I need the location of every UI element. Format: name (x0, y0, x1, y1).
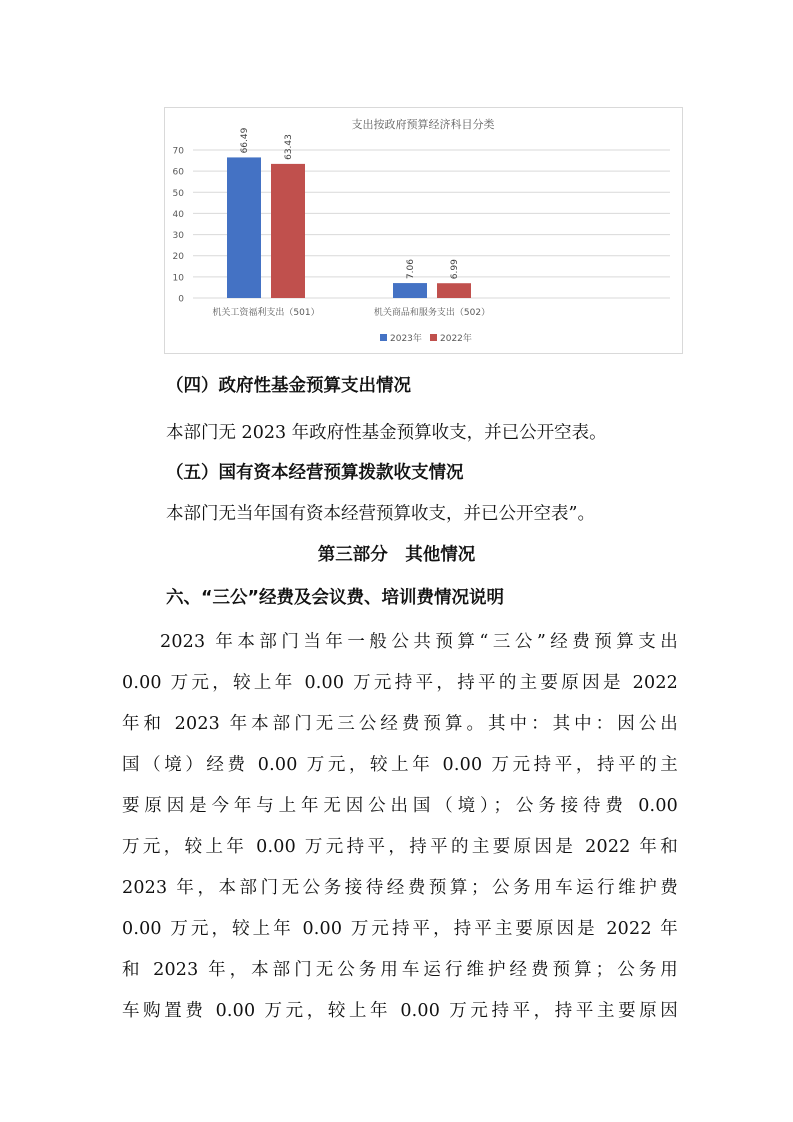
body-line: 2023 年本部门当年一般公共预算“三公”经费预算支出 (160, 632, 678, 652)
bar (271, 164, 305, 298)
y-tick-label: 30 (172, 231, 184, 242)
chart-title: 支出按政府预算经济科目分类 (351, 118, 495, 131)
y-tick-label: 0 (178, 294, 184, 305)
bar-chart-svg (165, 108, 682, 353)
body-line: 0.00 万元，较上年 0.00 万元持平，持平的主要原因是 2022 (122, 673, 678, 693)
bar (393, 283, 427, 298)
data-label: 66.49 (240, 127, 250, 154)
y-tick-label: 40 (172, 209, 184, 220)
body-line: 和 2023 年，本部门无公务用车运行维护经费预算；公务用 (122, 960, 678, 980)
data-label: 6.99 (450, 259, 460, 280)
legend-label: 2022年 (440, 334, 472, 344)
y-tick-label: 50 (172, 188, 184, 199)
legend-swatch (430, 334, 437, 341)
x-category-label: 机关商品和服务支出（502） (373, 308, 491, 318)
data-label: 63.43 (284, 134, 294, 160)
legend-swatch (380, 334, 387, 341)
data-label: 7.06 (406, 259, 416, 280)
legend-label: 2023年 (390, 334, 422, 344)
y-tick-label: 70 (172, 146, 184, 157)
bar (437, 283, 471, 298)
section-4-heading: （四）政府性基金预算支出情况 (166, 376, 411, 396)
body-line: 国（境）经费 0.00 万元，较上年 0.00 万元持平，持平的主 (122, 755, 678, 775)
body-line: 万元，较上年 0.00 万元持平，持平的主要原因是 2022 年和 (122, 837, 678, 857)
section-5-text: 本部门无当年国有资本经营预算收支，并已公开空表”。 (166, 504, 595, 524)
body-line: 要原因是今年与上年无因公出国（境）；公务接待费 0.00 (122, 796, 678, 816)
expenditure-chart (164, 107, 683, 354)
part-3-heading: 第三部分 其他情况 (317, 545, 476, 565)
x-category-label: 机关工资福利支出（501） (212, 308, 320, 318)
y-tick-label: 20 (172, 252, 184, 263)
y-tick-label: 60 (172, 167, 184, 178)
y-tick-label: 10 (172, 273, 184, 284)
bar (227, 157, 261, 298)
body-line: 2023 年，本部门无公务接待经费预算；公务用车运行维护费 (122, 878, 678, 898)
section-5-heading: （五）国有资本经营预算拨款收支情况 (166, 463, 464, 483)
body-line: 0.00 万元，较上年 0.00 万元持平，持平主要原因是 2022 年 (122, 919, 678, 939)
section-4-text: 本部门无 2023 年政府性基金预算收支，并已公开空表。 (166, 423, 607, 443)
section-6-heading: 六、“三公”经费及会议费、培训费情况说明 (166, 588, 505, 608)
body-line: 年和 2023 年本部门无三公经费预算。其中：其中：因公出 (122, 714, 678, 734)
body-line: 车购置费 0.00 万元，较上年 0.00 万元持平，持平主要原因 (122, 1001, 678, 1021)
